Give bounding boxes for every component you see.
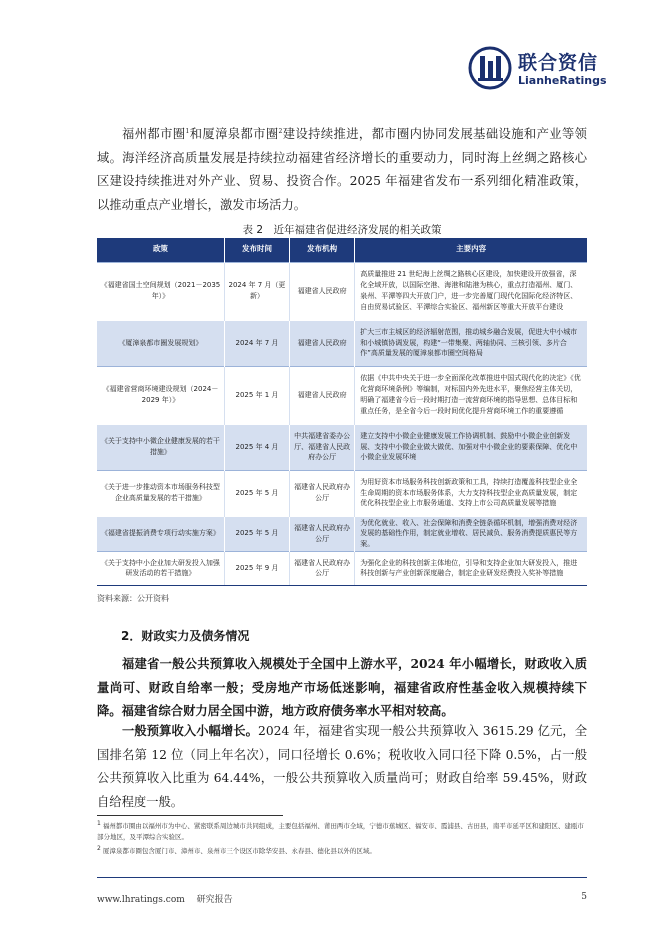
footnote-divider <box>97 815 283 816</box>
table-caption: 表 2 近年福建省促进经济发展的相关政策 <box>242 224 442 236</box>
policy-table <box>97 238 587 586</box>
logo-english-name: LianheRatings <box>518 74 607 87</box>
footnote-1-number: 1 <box>97 819 101 827</box>
table-row <box>97 516 587 551</box>
footer-website[interactable]: www.lhratings.com 研究报告 <box>97 895 233 905</box>
cell-content: 为强化企业的科技创新主体地位，引导和支持企业加大研发投入，推进科技创新与产业创新深度融合，制定企业研发经费投入奖补等措施 <box>355 551 587 585</box>
lianhe-logo-icon <box>468 46 512 90</box>
cell-date: 2025 年 1 月 <box>224 366 289 424</box>
table-row <box>97 551 587 585</box>
table-row <box>97 320 587 366</box>
cell-date: 2025 年 5 月 <box>224 470 289 516</box>
table-header-row <box>97 238 587 262</box>
cell-policy: 《福建省营商环境建设规划（2024－2029 年）》 <box>97 366 224 424</box>
section-title: 2．财政实力及债务情况 <box>121 629 250 643</box>
cell-content: 为优化就业、收入、社会保障和消费全链条循环机制，增强消费对经济发展的基础性作用，制定就业增收、居民减负、服务消费提质惠民等方案。 <box>355 516 587 551</box>
page-number: 5 <box>581 892 587 902</box>
footnote-2-text: 厦漳泉都市圈包含厦门市、漳州市、泉州市三个设区市除华安县、永春县、德化县以外的区域。 <box>102 847 376 855</box>
cell-policy: 《关于进一步推动资本市场服务科技型企业高质量发展的若干措施》 <box>97 470 224 516</box>
logo-chinese-name: 联合资信 <box>518 52 599 74</box>
header-date: 发布时间 <box>224 238 289 262</box>
section-lead-paragraph: 福建省一般公共预算收入规模处于全国中上游水平，2024 年小幅增长，财政收入质量尚可、财政自给率一般；受房地产市场低迷影响，福建省政府性基金收入规模持续下降。福建省综合财力居全国中游，地方政府债务率水平相对较高。 <box>97 656 587 718</box>
cell-agency: 福建省人民政府 <box>290 320 355 366</box>
cell-date: 2025 年 5 月 <box>224 516 289 551</box>
header-policy: 政策 <box>97 238 224 262</box>
revenue-paragraph <box>97 719 587 814</box>
cell-policy: 《关于支持中小企业加大研发投入加强研发活动的若干措施》 <box>97 551 224 585</box>
cell-policy: 《福建省国土空间规划（2021－2035 年）》 <box>97 262 224 320</box>
cell-date: 2025 年 9 月 <box>224 551 289 585</box>
cell-policy: 《关于支持中小微企业健康发展的若干措施》 <box>97 424 224 470</box>
table-row <box>97 262 587 320</box>
intro-text-3: 建设持续推进，都市圈内协同发展基础设施和产业等领域。海洋经济高质量发展是持续拉动福建省经济增长的重要动力，同时海上丝绸之路核心区建设持续推进对外产业、贸易、投资合作。2025 年福建省发布一系列细化精准政策，以推动重点产业增长，激发市场活力。 <box>97 127 587 212</box>
header-agency: 发布机构 <box>290 238 355 262</box>
cell-date: 2025 年 4 月 <box>224 424 289 470</box>
cell-agency: 福建省人民政府 <box>290 262 355 320</box>
intro-text-2: 和厦漳泉都市圈 <box>189 127 279 141</box>
revenue-paragraph-body: 2024 年，福建省实现一般公共预算收入 3615.29 亿元，全国排名第 12 位（同上年名次），同口径增长 0.6%；税收收入同口径下降 0.5%，占一般公共预算收入比重为 64.44%，一般公共预算收入质量尚可；财政自给率 59.45%，财政自给程度一般。 <box>97 724 587 809</box>
table-row <box>97 366 587 424</box>
intro-paragraph <box>97 123 587 217</box>
revenue-paragraph-heading: 一般预算收入小幅增长。 <box>122 723 259 738</box>
table-row <box>97 470 587 516</box>
cell-content: 建立支持中小微企业健康发展工作协调机制、鼓励中小微企业创新发展、支持中小微企业做大做优、加强对中小微企业的要素保障、优化中小微企业发展环境 <box>355 424 587 470</box>
footnote-2-number: 2 <box>97 844 101 852</box>
cell-policy: 《厦漳泉都市圈发展规划》 <box>97 320 224 366</box>
cell-date: 2024 年 7 月 <box>224 320 289 366</box>
footnote-1-text: 福州都市圈由以福州市为中心、紧密联系周边城市共同组成，主要包括福州、莆田两市全域，宁德市蕉城区、福安市、霞浦县、古田县，南平市延平区和建阳区、建瓯市部分地区，及平潭综合实验区。 <box>97 822 584 841</box>
company-logo <box>468 46 607 92</box>
cell-policy: 《福建省提振消费专项行动实施方案》 <box>97 516 224 551</box>
cell-agency: 福建省人民政府办公厅 <box>290 516 355 551</box>
intro-text-1: 福州都市圈 <box>122 127 186 141</box>
cell-agency: 中共福建省委办公厅、福建省人民政府办公厅 <box>290 424 355 470</box>
cell-agency: 福建省人民政府 <box>290 366 355 424</box>
header-content: 主要内容 <box>355 238 587 262</box>
cell-date: 2024 年 7 月（更新） <box>224 262 289 320</box>
footer-divider <box>97 877 587 878</box>
cell-agency: 福建省人民政府办公厅 <box>290 551 355 585</box>
footnote-ref-1[interactable]: 1 <box>185 127 190 135</box>
cell-content: 高质量推进 21 世纪海上丝绸之路核心区建设，加快建设开放强省，深化全域开放，以国际空港、海港和陆港为核心，重点打造福州、厦门、泉州、平潭等四大开放门户，进一步完善厦门现代化国际化经济特区、自由贸易试验区、平潭综合实验区、福州新区等重大开放平台建设 <box>355 262 587 320</box>
cell-content: 依据《中共中央关于进一步全面深化改革推进中国式现代化的决定》《优化营商环境条例》等编制，对标国内外先进水平，聚焦经营主体关切，明确了福建省今后一段时期打造一流营商环境的指导思想、总体目标和重点任务，是全省今后一段时间优化提升营商环境工作的重要遵循 <box>355 366 587 424</box>
footnote-1 <box>97 821 587 843</box>
cell-content: 扩大三市主城区的经济辐射范围，推动城乡融合发展，促进大中小城市和小城镇协调发展，构建“一带集聚、两轴协同、三核引领、多片合作”高质量发展的厦漳泉都市圈空间格局 <box>355 320 587 366</box>
footnote-2 <box>97 846 587 857</box>
cell-agency: 福建省人民政府办公厅 <box>290 470 355 516</box>
table-row <box>97 424 587 470</box>
footnote-ref-2[interactable]: 2 <box>278 127 283 135</box>
cell-content: 为用好资本市场服务科技创新政策和工具，持续打造覆盖科技型企业全生命周期的资本市场服务体系，大力支持科技型企业高质量发展，制定优化科技型企业上市服务通道、支持上市公司高质量发展等措施 <box>355 470 587 516</box>
table-source-note: 资料来源：公开资料 <box>97 594 169 603</box>
